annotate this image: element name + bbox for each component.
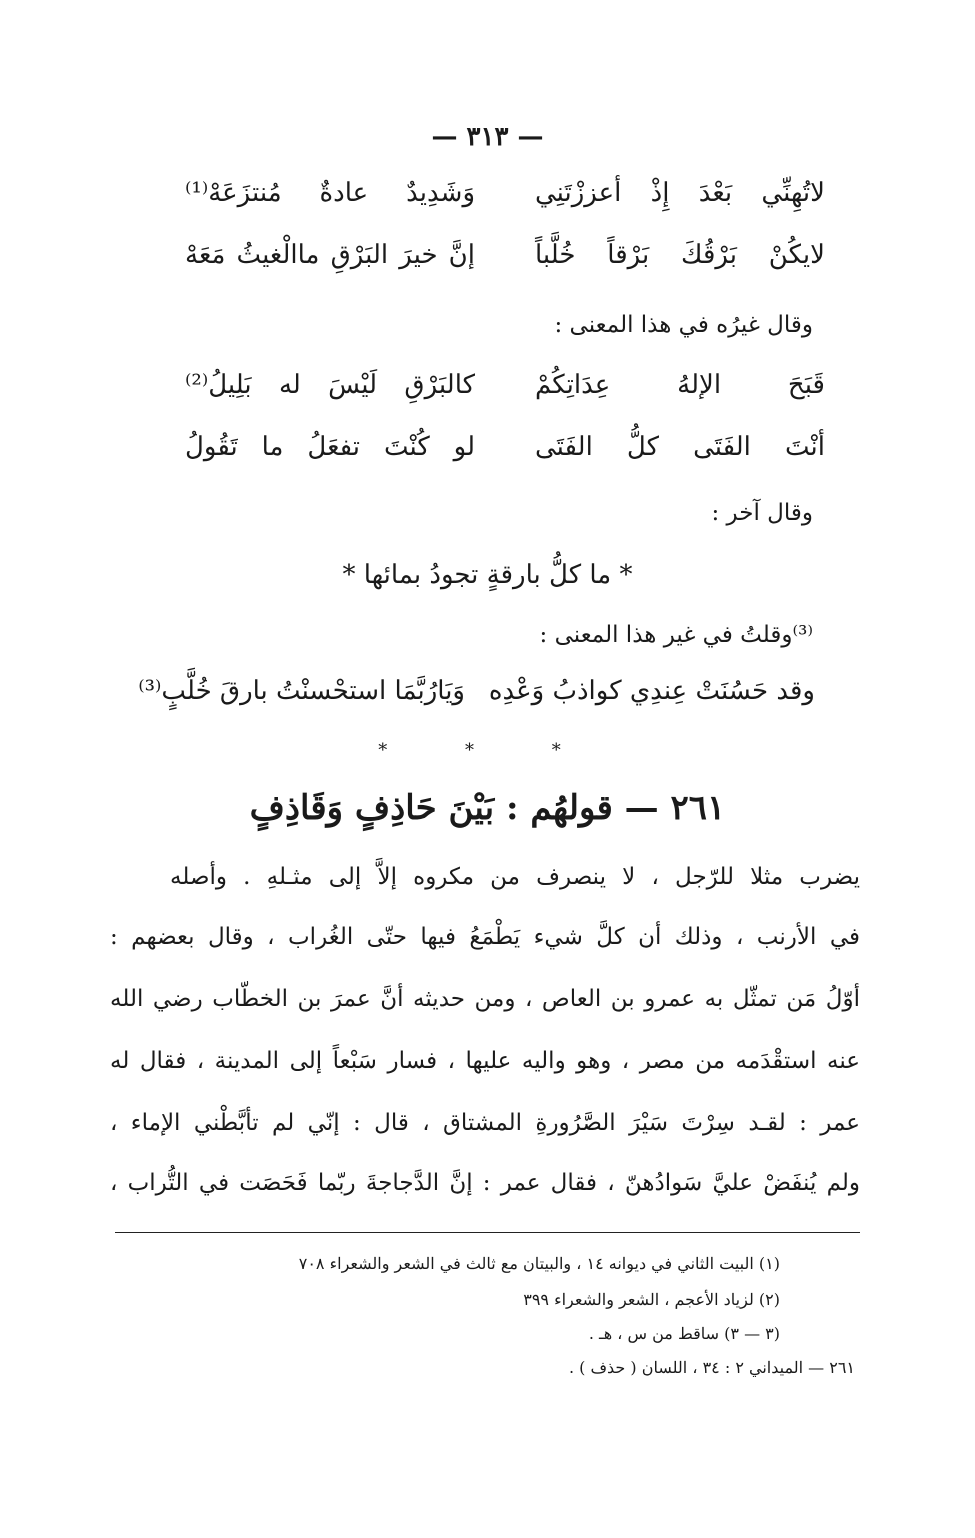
verse-line — [185, 178, 825, 222]
verse-line — [138, 676, 815, 720]
body-line: ولم يُنفَضْ عليَّ سَوادُهنّ ، فقال عمر : إنَّ الدَّجاجةَ ربّما فَحَصَت في التُّراب ، — [110, 1170, 860, 1196]
body-line: عنه استقْدَمه من مصر ، وهو واليه عليها ، فسار سَبْعاً إلى المدينة ، فقال له — [110, 1048, 860, 1074]
footnote: (١) البيت الثاني في ديوانه ١٤ ، والبيتان مع ثالث في الشعر والشعراء ٧٠٨ — [298, 1254, 780, 1273]
footnote-divider — [115, 1232, 860, 1233]
verse-second-hemistich: لو كُنْتَ تفعَلُ ما تَقُولُ — [185, 432, 475, 462]
verse-second-hemistich: وَيَارُبَّمَا استحْسنْتُ بارقَ خُلَّبٍ⁽³⁾ — [138, 676, 465, 706]
body-line: في الأرنب ، وذلك أن كلَّ شيء يَطْمَعُ فيها حتّى الغُراب ، وقال بعضهم : — [110, 924, 860, 950]
body-line: يضرب مثلا للرّجل ، لا ينصرف من مكروه إلاَّ إلى مثـلهِ . وأصله — [170, 864, 860, 890]
footnote: (٣ — ٣) ساقط من س ، هـ . — [588, 1324, 780, 1343]
verse-second-hemistich: وَشَدِيدٌ عادةٌ مُنتزَعَهْ⁽¹⁾ — [185, 178, 475, 208]
verse-first-hemistich: قَبَحَ الإلهُ عِدَاتِكُمْ — [535, 370, 825, 400]
verse-line — [185, 432, 825, 476]
single-hemistich: * ما كلُّ بارقةٍ تجودُ بمائها * — [342, 560, 633, 590]
page-number: — ٣١٣ — — [431, 122, 544, 152]
verse-first-hemistich: لايكُنْ بَرْقُكَ بَرْقاً خُلَّباً — [535, 240, 825, 270]
section-separator: * * * — [378, 740, 597, 761]
verse-line — [185, 370, 825, 414]
entry-heading: ٢٦١ — قولهُم : بَيْنَ حَاذِفٍ وَقَاذِفٍ — [249, 788, 726, 828]
footnote: (٢) لزياد الأعجم ، الشعر والشعراء ٣٩٩ — [523, 1290, 780, 1309]
body-line: عمر : لقـد سِرْتَ سَيْرَ الصَّرُورةِ المشتاق ، قال : إنّي لم تأبَّطْني الإماء ، — [110, 1110, 860, 1136]
intro-line: وقال آخر : — [711, 500, 813, 526]
intro-line: وقال غيرُه في هذا المعنى : — [554, 312, 813, 338]
verse-line — [185, 240, 825, 284]
source-note: ٢٦١ — الميداني ٢ : ٣٤ ، اللسان ( حذف ) . — [568, 1358, 855, 1377]
verse-second-hemistich: إنَّ خيرَ البَرْقِ ماالْغيثُ مَعَهْ — [185, 240, 475, 270]
verse-first-hemistich: أنْتَ الفَتَى كلُّ الفَتَى — [535, 432, 825, 462]
verse-first-hemistich: لاتُهِنِّي بَعْدَ إِذْ أعززْتَنِي — [535, 178, 825, 208]
intro-line: ⁽³⁾وقلتُ في غير هذا المعنى : — [539, 622, 813, 648]
verse-second-hemistich: كالبَرْقِ لَيْسَ له بَلِيلُ⁽²⁾ — [185, 370, 475, 400]
verse-first-hemistich: وقد حَسُنَتْ عِندِي كواذبُ وَعْدِه — [488, 676, 815, 706]
body-line: أوّلُ مَن تمثّل به عمرو بن العاص ، ومن حديثه أنَّ عمرَ بن الخطّاب رضي الله — [110, 986, 860, 1012]
